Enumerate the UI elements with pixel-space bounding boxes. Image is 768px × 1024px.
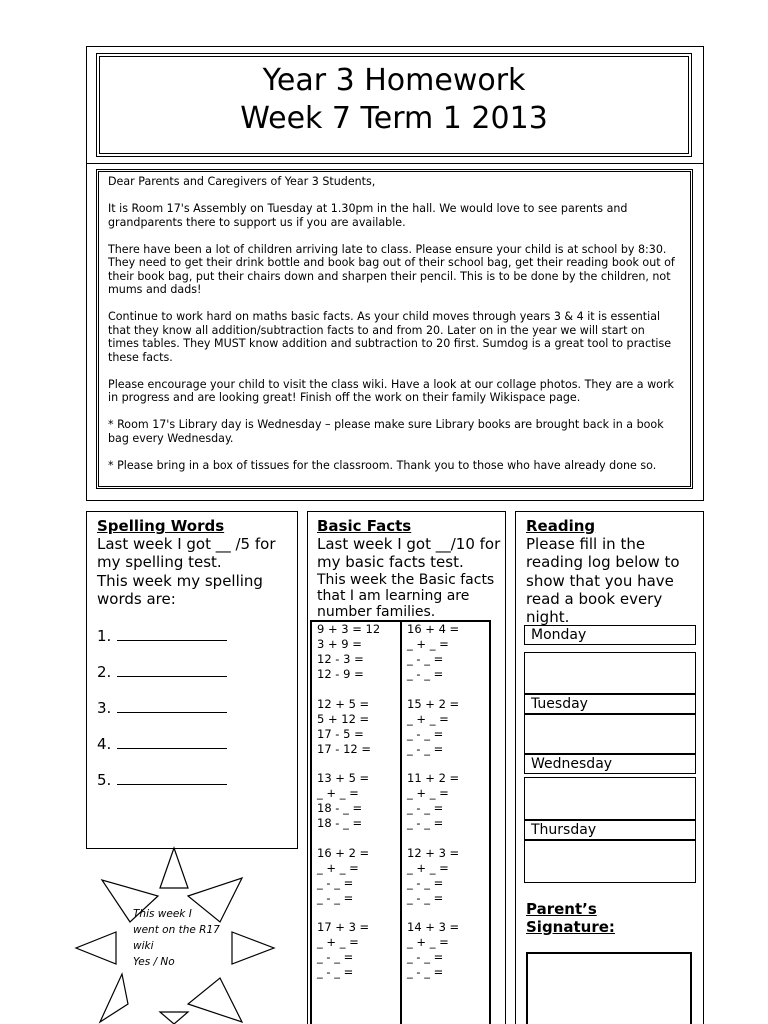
spelling-heading: Spelling Words <box>97 517 225 535</box>
fact-item: _ + _ = <box>407 861 449 875</box>
reading-log-thursday[interactable] <box>524 840 696 883</box>
day-label-thursday: Thursday <box>524 820 696 840</box>
fact-item: _ - _ = <box>407 801 444 815</box>
fact-item: _ - _ = <box>317 876 354 890</box>
day-label-wednesday: Wednesday <box>524 754 696 774</box>
answer-line[interactable] <box>117 734 227 749</box>
letter-paragraph: It is Room 17's Assembly on Tuesday at 1.30pm in the hall. We would love to see parents and grandparents there to support us if you are available. <box>108 202 628 229</box>
page-subtitle: Week 7 Term 1 2013 <box>240 101 548 136</box>
fact-item: _ + _ = <box>407 786 449 800</box>
fact-item: _ - _ = <box>407 667 444 681</box>
fact-item: 9 + 3 = 12 <box>317 622 381 636</box>
answer-line[interactable] <box>117 770 227 785</box>
sun-ray-bottom-left <box>100 974 128 1022</box>
fact-item: _ - _ = <box>407 876 444 890</box>
fact-item: _ + _ = <box>317 861 359 875</box>
fact-item: _ - _ = <box>317 891 354 905</box>
letter-paragraph: * Please bring in a box of tissues for the classroom. Thank you to those who have already done so. <box>108 458 657 472</box>
letter-paragraph: Please encourage your child to visit the class wiki. Have a look at our collage photos. They are a work in progress and are looking great! Finish off the work on their family Wikispace page. <box>108 377 674 404</box>
spelling-item[interactable]: 1. <box>97 626 227 645</box>
letter-paragraph: Continue to work hard on maths basic facts. As your child moves through years 3 & 4 it is essential that they know all addition/subtraction facts to and from 20. Later on in the year we will start on times tables. They MUST know addition and subtraction to 20 first. Sumdog is a great tool to practise these facts. <box>108 310 672 364</box>
signature-heading: Parent’s <box>526 900 597 918</box>
fact-item: 17 + 3 = <box>317 920 370 934</box>
reading-log-monday[interactable] <box>524 652 696 694</box>
answer-line[interactable] <box>117 626 227 641</box>
fact-item: 18 - _ = <box>317 801 363 815</box>
fact-item: 5 + 12 = <box>317 712 370 726</box>
fact-item: 12 - 9 = <box>317 667 364 681</box>
day-label-monday: Monday <box>524 625 696 645</box>
sun-ray-top <box>160 848 188 888</box>
sun-ray-left <box>76 932 116 964</box>
fact-item: 18 - _ = <box>317 816 363 830</box>
reading-log-wednesday[interactable] <box>524 777 696 820</box>
spelling-section <box>86 511 298 849</box>
sun-text: This week I went on the R17 wiki Yes / No <box>133 906 233 970</box>
spelling-item[interactable]: 5. <box>97 770 227 789</box>
fact-item: 13 + 5 = <box>317 771 370 785</box>
fact-item: 11 + 2 = <box>407 771 460 785</box>
letter-greeting: Dear Parents and Caregivers of Year 3 Students, <box>108 175 376 188</box>
facts-score-text: Last week I got __/10 for my basic facts test. <box>317 535 501 572</box>
reading-heading: Reading <box>526 517 596 535</box>
wiki-yes-no[interactable]: Yes / No <box>133 956 175 968</box>
spelling-intro-text: This week my spelling words are: <box>97 571 263 608</box>
fact-item: 3 + 9 = <box>317 637 362 651</box>
reading-instructions: Please fill in the reading log below to show that you have read a book every night. <box>526 535 680 627</box>
answer-line[interactable] <box>117 662 227 677</box>
fact-item: _ - _ = <box>407 727 444 741</box>
page-title: Year 3 Homework <box>262 63 526 98</box>
divider <box>400 620 402 1024</box>
letter-paragraph: * Room 17's Library day is Wednesday – please make sure Library books are brought back in a book bag every Wednesday. <box>108 418 664 445</box>
signature-box[interactable] <box>526 952 692 1024</box>
sun-ray-bottom-right <box>188 978 242 1022</box>
sun-ray-bottom <box>160 1012 188 1024</box>
facts-intro-text: This week the Basic facts that I am learning are number families. <box>317 571 495 620</box>
basic-facts-heading: Basic Facts <box>317 517 412 535</box>
reading-log-tuesday[interactable] <box>524 714 696 754</box>
fact-item: 15 + 2 = <box>407 697 460 711</box>
signature-heading: Signature: <box>526 918 615 936</box>
title-box <box>96 53 692 157</box>
spelling-item[interactable]: 4. <box>97 734 227 753</box>
fact-item: _ - _ = <box>407 965 444 979</box>
fact-item: 12 + 3 = <box>407 846 460 860</box>
fact-item: _ - _ = <box>407 652 444 666</box>
fact-item: _ + _ = <box>407 637 449 651</box>
answer-line[interactable] <box>117 698 227 713</box>
fact-item: 16 + 2 = <box>317 846 370 860</box>
spelling-item[interactable]: 2. <box>97 662 227 681</box>
fact-item: _ - _ = <box>407 816 444 830</box>
sun-ray-right <box>232 932 274 964</box>
fact-item: _ - _ = <box>407 950 444 964</box>
fact-item: _ + _ = <box>407 935 449 949</box>
spelling-item[interactable]: 3. <box>97 698 227 717</box>
fact-item: _ - _ = <box>317 965 354 979</box>
fact-item: _ + _ = <box>317 935 359 949</box>
fact-item: 14 + 3 = <box>407 920 460 934</box>
letter-box <box>96 169 693 489</box>
spelling-score-text: Last week I got __ /5 for my spelling test. <box>97 535 276 572</box>
fact-item: 12 + 5 = <box>317 697 370 711</box>
fact-item: 17 - 5 = <box>317 727 364 741</box>
fact-item: _ - _ = <box>407 891 444 905</box>
divider <box>86 163 704 164</box>
fact-item: _ - _ = <box>407 742 444 756</box>
fact-item: 12 - 3 = <box>317 652 364 666</box>
fact-item: _ - _ = <box>317 950 354 964</box>
letter-paragraph: There have been a lot of children arriving late to class. Please ensure your child is at school by 8:30. They need to get their drink bottle and book bag out of their school bag, get their reading book out of their book bag, put their chairs down and sharpen their pencil. This is to be done by the children, not mums and dads! <box>108 242 675 296</box>
fact-item: 17 - 12 = <box>317 742 372 756</box>
fact-item: _ + _ = <box>317 786 359 800</box>
letter-text <box>108 175 678 472</box>
day-label-tuesday: Tuesday <box>524 694 696 714</box>
fact-item: _ + _ = <box>407 712 449 726</box>
fact-item: 16 + 4 = <box>407 622 460 636</box>
